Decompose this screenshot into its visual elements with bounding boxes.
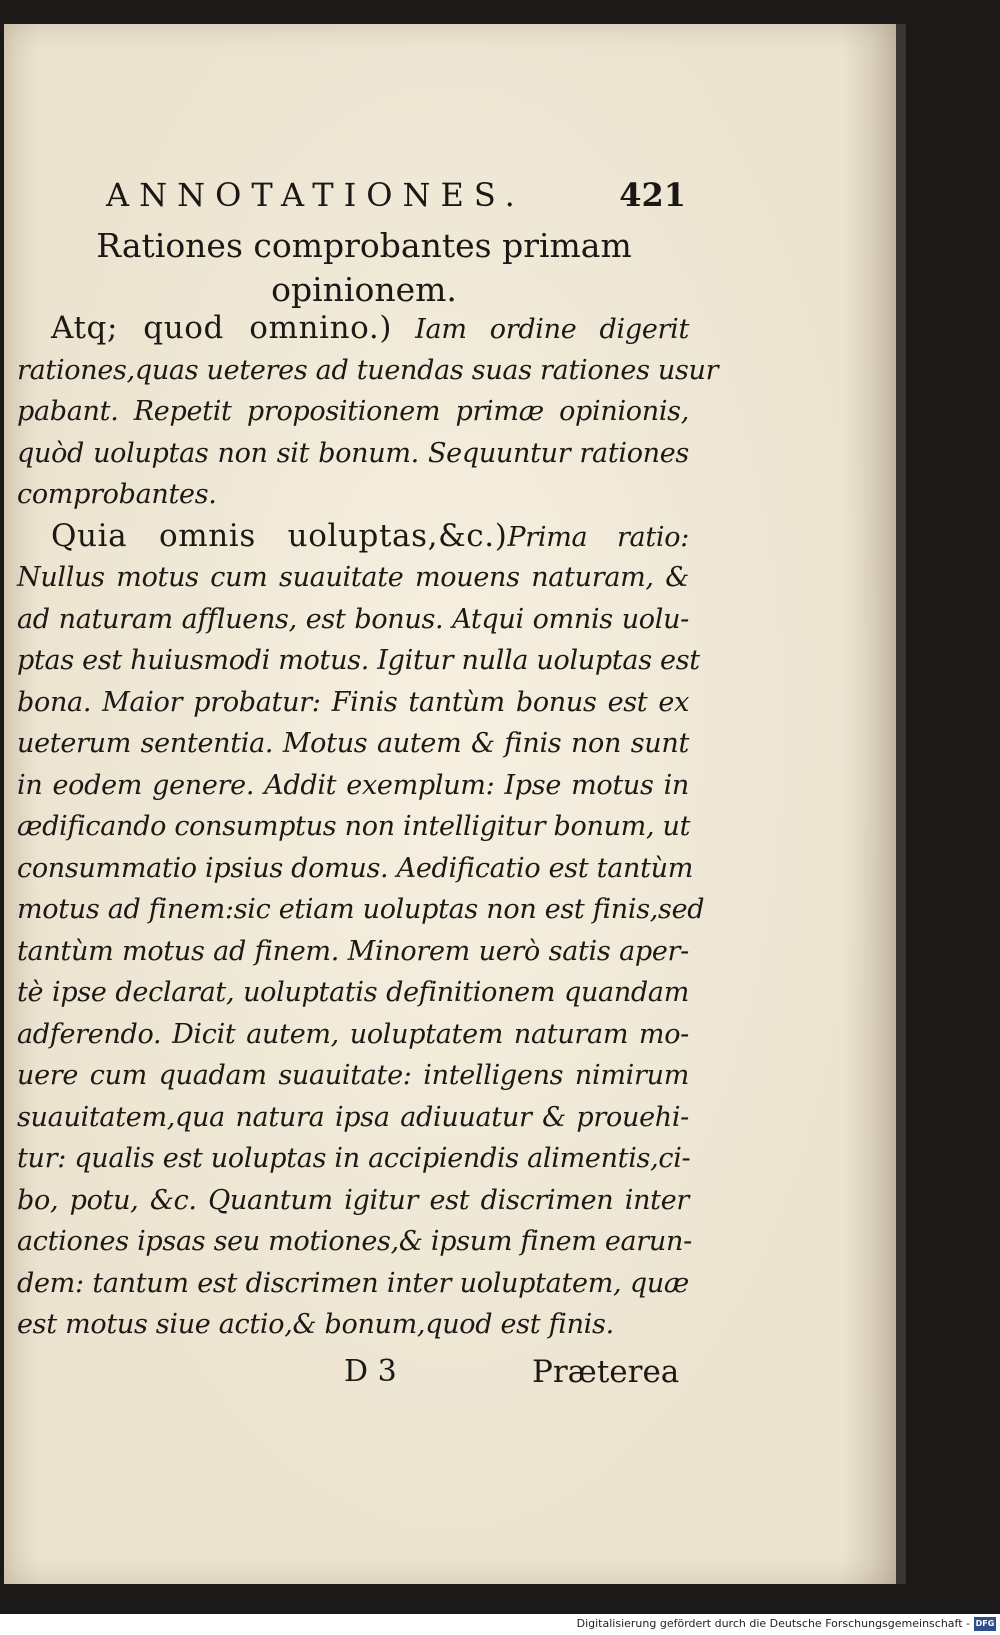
- text-line: motus ad finem:sic etiam uoluptas non est finis,sed: [17, 894, 705, 925]
- text-line: ædificando consumptus non intelligitur bonum, ut: [17, 811, 691, 842]
- text-line: actiones ipsas seu motiones,& ipsum finem earun-: [17, 1226, 692, 1257]
- text-line: tè ipse declarat, uoluptatis definitionem quandam: [17, 977, 689, 1008]
- catchword: Præterea: [532, 1354, 680, 1390]
- text-line: comprobantes.: [17, 479, 217, 510]
- text-line: [17, 516, 689, 558]
- signature-mark: D 3: [344, 1354, 397, 1389]
- text-line: rationes,quas ueteres ad tuendas suas rationes usur: [17, 354, 719, 386]
- section-title-line-2: opinionem.: [271, 270, 457, 309]
- text-line: [17, 308, 689, 350]
- running-head: ANNOTATIONES.: [106, 176, 525, 214]
- text-line: tantùm motus ad finem. Minorem uerò satis aper-: [17, 935, 689, 967]
- text-line: ad naturam affluens, est bonus. Atqui omnis uolu-: [17, 603, 689, 635]
- text-line: bo, potu, &c. Quantum igitur est discrimen inter: [17, 1184, 689, 1216]
- text-line: uere cum quadam suauitate: intelligens nimirum: [17, 1060, 689, 1091]
- text-line: est motus siue actio,& bonum,quod est finis.: [17, 1309, 614, 1340]
- text-line: pabant. Repetit propositionem primæ opinionis,: [17, 396, 689, 427]
- running-headline: [106, 176, 686, 226]
- text-line: quòd uoluptas non sit bonum. Sequuntur rationes: [17, 437, 689, 469]
- lemma: Quia omnis uoluptas,&c.): [51, 517, 508, 554]
- book-page: [4, 24, 906, 1584]
- lemma: Atq; quod omnino.): [51, 310, 393, 346]
- section-title: [44, 224, 684, 312]
- section-title-line-1: Rationes comprobantes primam: [96, 226, 632, 265]
- page-number: 421: [619, 176, 686, 214]
- text-line: consummatio ipsius domus. Aedificatio est tantùm: [17, 852, 694, 884]
- text-line: bona. Maior probatur: Finis tantùm bonus est ex: [17, 686, 689, 718]
- text-line: in eodem genere. Addit exemplum: Ipse motus in: [17, 769, 689, 801]
- text-line: suauitatem,qua natura ipsa adiuuatur & prouehi-: [17, 1101, 689, 1133]
- page-edge: [896, 24, 906, 1584]
- dfg-logo-icon: DFG: [974, 1617, 996, 1631]
- text-line: dem: tantum est discrimen inter uoluptatem, quæ: [17, 1267, 689, 1299]
- line-text: Prima ratio:: [507, 521, 689, 553]
- text-line: ptas est huiusmodi motus. Igitur nulla uoluptas est: [17, 645, 700, 676]
- credit-bar: [0, 1614, 1000, 1635]
- text-line: adferendo. Dicit autem, uoluptatem naturam mo-: [17, 1018, 689, 1050]
- text-line: Nullus motus cum suauitate mouens naturam, &: [17, 562, 689, 593]
- line-text: Iam ordine digerit: [392, 314, 690, 345]
- credit-text: Digitalisierung gefördert durch die Deutsche Forschungsgemeinschaft -: [576, 1617, 970, 1630]
- text-line: tur: qualis est uoluptas in accipiendis alimentis,ci-: [17, 1143, 691, 1174]
- body-text: [17, 308, 719, 1346]
- text-line: ueterum sententia. Motus autem & finis non sunt: [17, 728, 689, 759]
